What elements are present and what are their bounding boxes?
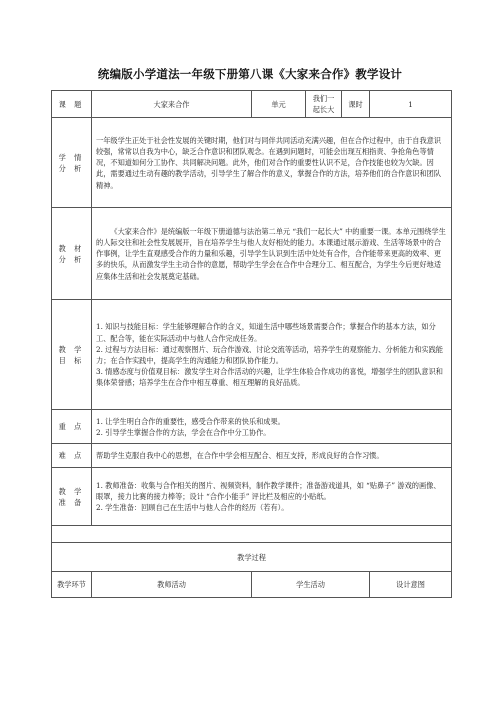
preparation-text xyxy=(92,468,452,526)
label-line: 准 备 xyxy=(58,497,85,507)
process-col-teacher: 教师活动 xyxy=(92,572,252,598)
material-analysis-label xyxy=(52,208,92,300)
header-row xyxy=(52,91,452,118)
preparation-label xyxy=(52,468,92,526)
difficulty-row xyxy=(52,444,452,468)
paragraph: 《大家来合作》是统编版一年级下册道德与法治第二单元 “我们一起长大” 中的重要一课。本单元围绕学生的人际交往和社会性发展展开，旨在培养学生与他人友好相处的能力。本课通过展示游戏、生活等场景中的合作事例，让学生直观感受合作的力量和乐趣，引导学生认识到生活中处处有合作，合作能带来更高的效率、更多的快乐，从而激发学生主动合作的意愿，帮助学生学会在合作中合理分工、相互配合，为学生今后更好地适应集体生活和社会发展奠定基础。 xyxy=(96,226,446,281)
key-point-item: 2. 引导学生掌握合作的方法，学会在合作中分工协作。 xyxy=(96,427,271,437)
process-col-student: 学生活动 xyxy=(252,572,370,598)
unit-label: 单元 xyxy=(252,91,306,118)
material-analysis-row xyxy=(52,208,452,300)
label-line: 学 情 xyxy=(58,152,85,162)
label-line: 分 析 xyxy=(58,163,85,173)
hours-label: 课时 xyxy=(342,91,370,118)
key-points-label: 重 点 xyxy=(52,410,92,444)
label-line: 分 析 xyxy=(58,254,85,264)
process-header-row xyxy=(52,572,452,598)
lesson-plan-table xyxy=(51,90,452,598)
learner-analysis-row xyxy=(52,118,452,208)
label-line: 教 学 xyxy=(58,344,85,354)
learner-analysis-text xyxy=(92,118,452,208)
paragraph: 帮助学生克服自我中心的思想，在合作中学会相互配合、相互支持，形成良好的合作习惯。 xyxy=(96,451,384,461)
label-line: 教 材 xyxy=(58,243,85,253)
key-points-text xyxy=(92,410,452,444)
key-points-row xyxy=(52,410,452,444)
key-point-item: 1. 让学生明白合作的重要性，感受合作带来的快乐和成果。 xyxy=(96,416,285,426)
spacer-cell xyxy=(52,526,452,543)
hours-value: 1 xyxy=(370,91,452,118)
label-line: 教 学 xyxy=(58,486,85,496)
objective-item: 2. 过程与方法目标：通过观察图片、玩合作游戏、讨论交流等活动，培养学生的观察能力、分析能力和实践能力；在合作实践中，提高学生的沟通能力和团队协作能力。 xyxy=(96,344,443,365)
process-title: 教学过程 xyxy=(52,543,452,572)
process-title-row xyxy=(52,543,452,572)
label-line: 目 标 xyxy=(58,355,85,365)
paragraph: 一年级学生正处于社会性发展的关键时期，他们对与同伴共同活动充满兴趣，但在合作过程中，由于自我意识较强，常常以自我为中心，缺乏合作意识和团队观念。在遇到问题时，可能会出现互相指责、争抢角色等情况，不知道如何分工协作、共同解决问题。此外，他们对合作的重要性认识不足，合作技能也较为欠缺。因此，需要通过生动有趣的教学活动，引导学生了解合作的意义，掌握合作的方法，培养他们的合作意识和团队精神。 xyxy=(96,135,442,190)
objectives-text xyxy=(92,300,452,410)
page-title: 统编版小学道法一年级下册第八课《大家来合作》教学设计 xyxy=(97,67,403,81)
preparation-row xyxy=(52,468,452,526)
objectives-label xyxy=(52,300,92,410)
objectives-row xyxy=(52,300,452,410)
difficulty-text xyxy=(92,444,452,468)
unit-value: 我们一起长大 xyxy=(306,91,342,118)
learner-analysis-label xyxy=(52,118,92,208)
objective-item: 3. 情感态度与价值观目标：激发学生对合作活动的兴趣，让学生体验合作成功的喜悦，增强学生的团队意识和集体荣誉感；培养学生在合作中相互尊重、相互理解的良好品质。 xyxy=(96,366,443,388)
topic-value: 大家来合作 xyxy=(92,91,252,118)
process-col-stage: 教学环节 xyxy=(52,572,92,598)
spacer-row xyxy=(52,526,452,543)
material-analysis-text xyxy=(92,208,452,300)
topic-label: 课 题 xyxy=(52,91,92,118)
difficulty-label: 难 点 xyxy=(52,444,92,468)
objective-item: 1. 知识与技能目标：学生能够理解合作的含义，知道生活中哪些场景需要合作；掌握合作的基本方法，如分工、配合等，能在实际活动中与他人合作完成任务。 xyxy=(96,322,436,343)
preparation-item: 1. 教师准备：收集与合作相关的图片、视频资料，制作教学课件；准备游戏道具，如 “贴鼻子” 游戏的画像、眼罩，接力比赛的接力棒等；设计 “合作小能手” 评比栏及相应的小贴纸。 xyxy=(96,481,441,502)
preparation-item: 2. 学生准备：回顾自己在生活中与他人合作的经历（若有）。 xyxy=(96,503,289,513)
process-col-intent: 设计意图 xyxy=(370,572,452,598)
